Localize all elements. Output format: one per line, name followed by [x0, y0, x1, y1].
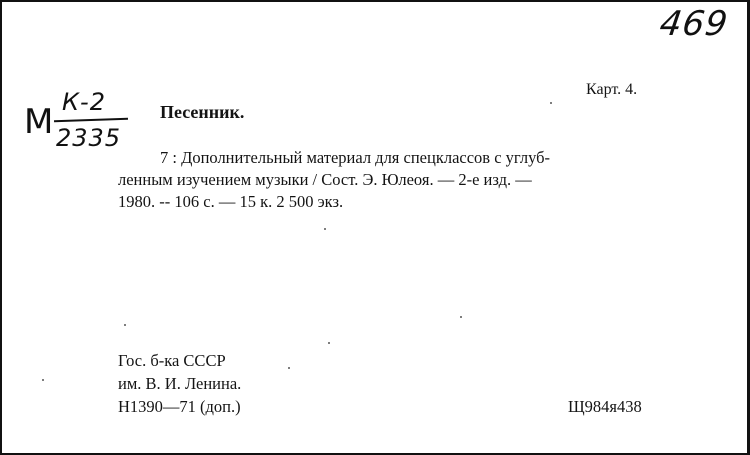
book-title: Песенник. — [160, 102, 245, 122]
card-label: Карт. 4. — [586, 81, 638, 98]
description-line-1: 7 : Дополнительный материал для спецклассов с углуб- — [160, 148, 550, 167]
institution-line-2: им. В. И. Ленина. — [118, 374, 242, 393]
scan-speck — [42, 379, 44, 381]
scan-speck — [124, 324, 126, 326]
handwritten-shelf-letter: М — [24, 102, 55, 142]
description-line-2: ленным изучением музыки / Сост. Э. Юлеоя. — 2-е изд. — — [118, 170, 532, 189]
scan-speck — [460, 316, 462, 318]
scan-speck — [328, 342, 330, 344]
scan-speck — [288, 367, 290, 369]
handwritten-shelf-top: К-2 — [62, 88, 106, 116]
handwritten-shelf-bottom: 2335 — [56, 124, 122, 152]
handwritten-fraction-line — [54, 118, 128, 123]
institution-line-3: Н1390—71 (доп.) — [118, 397, 241, 416]
scan-speck — [324, 228, 326, 230]
institution-line-1: Гос. б-ка СССР — [118, 351, 226, 370]
scan-speck — [550, 102, 552, 104]
handwritten-card-number: 469 — [657, 4, 731, 44]
catalog-code: Щ984я438 — [568, 397, 642, 416]
description-line-3: 1980. -- 106 с. — 15 к. 2 500 экз. — [118, 192, 344, 211]
